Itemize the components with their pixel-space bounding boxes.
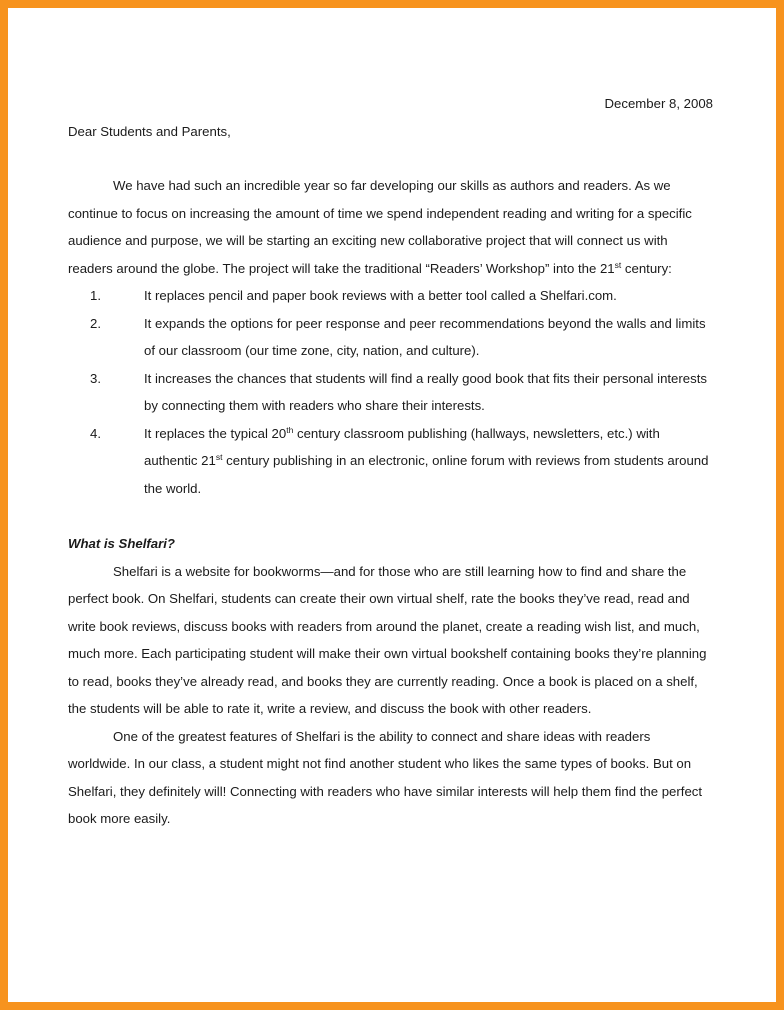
list-text-part: century classroom publishing (hallways, newsletters, etc.) with authentic 21 <box>144 425 660 468</box>
list-item <box>68 420 713 503</box>
section-paragraph: Shelfari is a website for bookworms—and for those who are still learning how to find and share the perfect book. On Shelfari, students can create their own virtual shelf, rate the books they’ve read, read and write book reviews, discuss books with readers from around the planet, create a reading wish list, and much, much more. Each participating student will make their own virtual bookshelf containing books they’re planning to read, books they’ve already read, and books they are currently reading. Once a book is placed on a shelf, the students will be able to rate it, write a review, and discuss the book with other readers. <box>68 563 707 716</box>
letter-document <box>68 90 713 833</box>
list-text: It replaces pencil and paper book reviews with a better tool called a Shelfari.com. <box>144 288 617 303</box>
list-text: It increases the chances that students will find a really good book that fits their personal interests by connecting them with readers who share their interests. <box>144 370 707 413</box>
intro-paragraph <box>68 172 713 282</box>
benefits-list <box>68 282 713 502</box>
intro-superscript: st <box>614 259 622 270</box>
spacer <box>68 146 713 172</box>
list-text-part: It replaces the typical 20 <box>144 425 287 441</box>
list-superscript: st <box>215 452 223 462</box>
list-number: 3. <box>90 370 101 386</box>
section-heading: What is Shelfari? <box>68 536 175 551</box>
list-text: It expands the options for peer response and peer recommendations beyond the walls and limits of our classroom (our time zone, city, nation, and culture). <box>144 315 706 358</box>
list-item <box>68 310 713 365</box>
list-number: 1. <box>90 288 101 303</box>
intro-text: We have had such an incredible year so far developing our skills as authors and readers. As we continue to focus on increasing the amount of time we spend independent reading and writing for a specific audience and purpose, we will be starting an exciting new collaborative project that will connect us with readers around the globe. The project will take the traditional “Readers’ Workshop” into the 21 <box>68 178 692 276</box>
intro-tail: century: <box>621 260 672 276</box>
list-text-part: century publishing in an electronic, online forum with reviews from students around the world. <box>144 453 709 496</box>
list-text <box>144 420 713 503</box>
salutation: Dear Students and Parents, <box>68 124 231 139</box>
list-number: 2. <box>90 315 101 331</box>
list-number: 4. <box>90 425 101 441</box>
list-item <box>68 282 713 310</box>
section-paragraph: One of the greatest features of Shelfari is the ability to connect and share ideas with readers worldwide. In our class, a student might not find another student who likes the same types of books. But on Shelfari, they definitely will! Connecting with readers who have similar interests will help them find the perfect book more easily. <box>68 728 703 826</box>
list-item <box>68 365 713 420</box>
list-superscript: th <box>286 424 294 435</box>
letter-date: December 8, 2008 <box>604 96 713 111</box>
spacer <box>68 502 713 530</box>
